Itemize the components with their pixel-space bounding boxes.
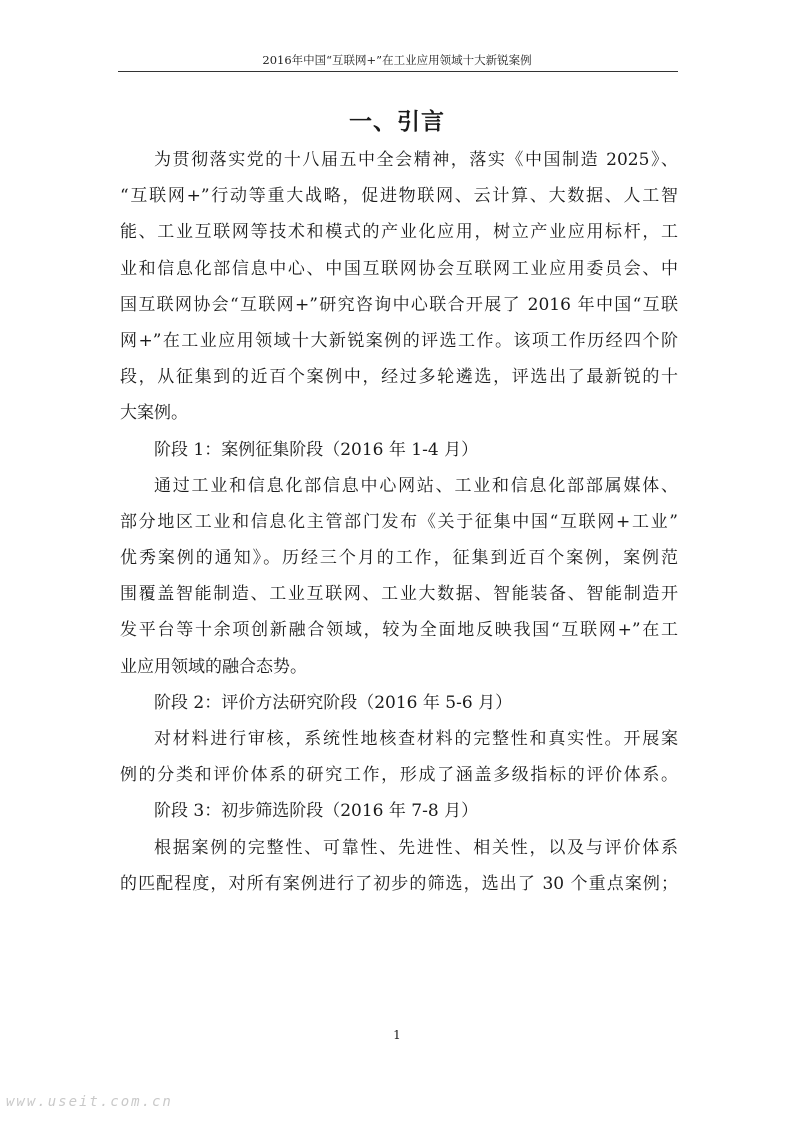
text-line: 为贯彻落实党的十八届五中全会精神，落实《中国制造 2025》、 [154,150,678,170]
header-divider [118,71,678,72]
text-line: 阶段 1：案例征集阶段（2016 年 1-4 月） [154,439,479,460]
running-header: 2016年中国“互联网+”在工业应用领域十大新锐案例 [262,53,532,67]
stage-1-heading [120,432,678,468]
paragraph-intro [120,142,678,432]
text-line: “互联网+”行动等重大战略，促进物联网、云计算、大数据、人工智 [120,186,678,207]
text-line: 网+”在工业应用领域十大新锐案例的评选工作。该项工作历经四个阶 [120,330,678,351]
text-line: 根据案例的完整性、可靠性、先进性、相关性，以及与评价体系 [154,837,678,858]
text-line: 的匹配程度，对所有案例进行了初步的筛选，选出了 30 个重点案例； [120,873,678,894]
text-line: 国互联网协会“互联网+”研究咨询中心联合开展了 2016 年中国“互联 [120,294,678,315]
text-line: 业和信息化部信息中心、中国互联网协会互联网工业应用委员会、中 [120,258,678,279]
page-number: 1 [393,1028,401,1042]
text-line: 段，从征集到的近百个案例中，经过多轮遴选，评选出了最新锐的十 [120,367,678,388]
text-line: 围覆盖智能制造、工业互联网、工业大数据、智能装备、智能制造开 [120,584,678,605]
body-text [120,142,678,902]
paragraph-stage-1 [120,468,678,685]
text-line: 对材料进行审核，系统性地核查材料的完整性和真实性。开展案 [154,729,678,749]
text-line: 通过工业和信息化部信息中心网站、工业和信息化部部属媒体、 [154,475,678,496]
text-line: 能、工业互联网等技术和模式的产业化应用，树立产业应用标杆，工 [120,222,678,243]
text-line: 阶段 2：评价方法研究阶段（2016 年 5-6 月） [154,692,513,713]
stage-3-heading [120,793,678,829]
section-title: 一、引言 [349,109,445,135]
paragraph-stage-3 [120,830,678,902]
text-line: 阶段 3：初步筛选阶段（2016 年 7-8 月） [154,801,479,822]
stage-2-heading [120,685,678,721]
paragraph-stage-2 [120,721,678,793]
text-line: 业应用领域的融合态势。 [120,656,307,677]
text-line: 大案例。 [120,403,188,424]
text-line: 例的分类和评价体系的研究工作，形成了涵盖多级指标的评价体系。 [120,765,678,786]
watermark: www.useit.com.cn [6,1094,173,1110]
text-line: 部分地区工业和信息化主管部门发布《关于征集中国“互联网+工业” [120,511,678,532]
text-line: 发平台等十余项创新融合领域，较为全面地反映我国“互联网+”在工 [120,620,678,641]
text-line: 优秀案例的通知》。历经三个月的工作，征集到近百个案例，案例范 [120,548,678,569]
